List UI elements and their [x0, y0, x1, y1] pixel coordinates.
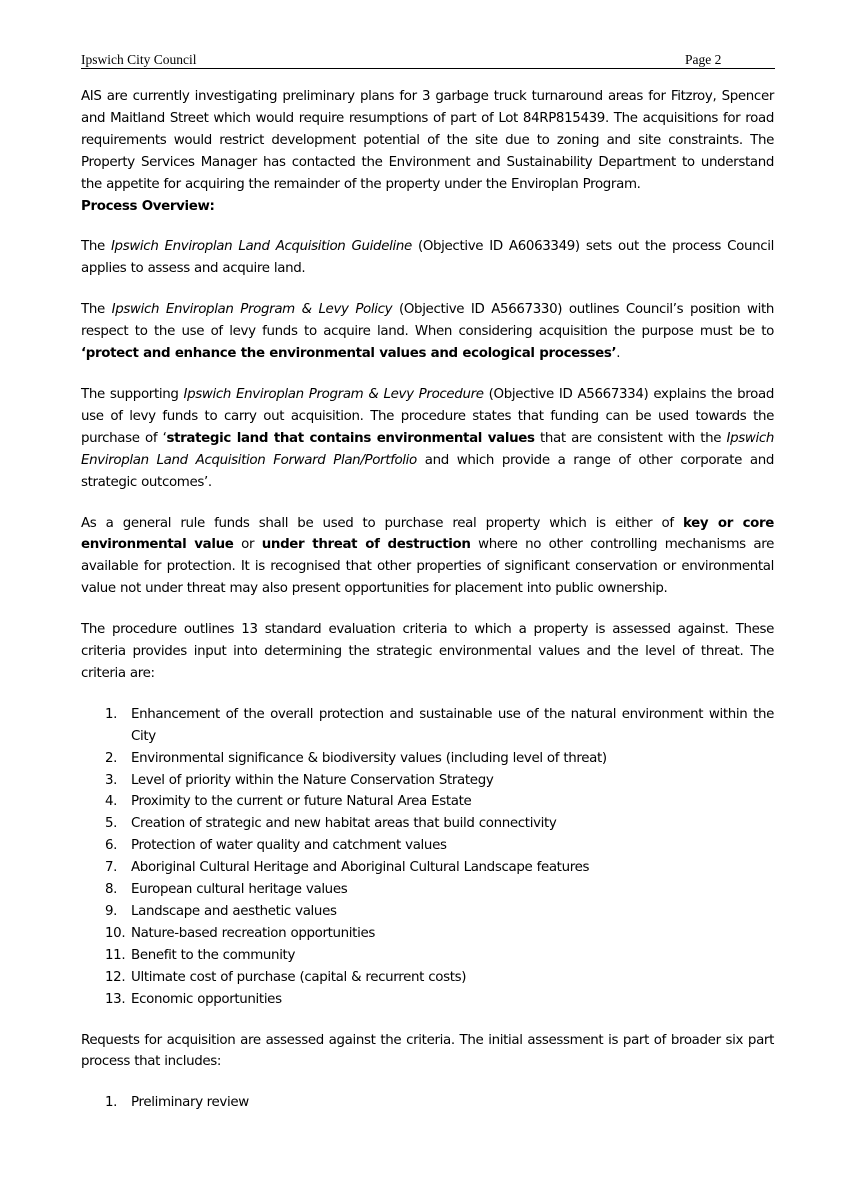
list-item-text: Protection of water quality and catchment values — [131, 838, 447, 854]
list-item — [81, 704, 774, 748]
list-item — [81, 770, 774, 792]
list-item-text: Ultimate cost of purchase (capital & recurrent costs) — [131, 969, 467, 985]
list-item — [81, 945, 774, 967]
list-item-number: 11. — [105, 947, 126, 963]
document-body — [81, 86, 774, 1114]
list-item-number: 5. — [105, 816, 118, 832]
process-list — [81, 1092, 774, 1114]
list-item-text: Proximity to the current or future Natural Area Estate — [131, 794, 472, 810]
header-organisation: Ipswich City Council — [81, 52, 197, 67]
list-item-text: Landscape and aesthetic values — [131, 904, 337, 919]
list-item — [81, 879, 774, 901]
list-item-text: Creation of strategic and new habitat areas that build connectivity — [131, 816, 557, 832]
list-item-text: Enhancement of the overall protection and sustainable use of the natural environment within the City — [131, 706, 774, 744]
list-item-number: 3. — [105, 772, 118, 788]
procedure-paragraph: The supporting Ipswich Enviroplan Program & Levy Procedure (Objective ID A5667334) explains the broad use of levy funds to carry out acquisition. The procedure states that funding can be used towards the purchase of ‘strategic land that contains environmental values that are consistent with the Ipswich Enviroplan Land Acquisition Forward Plan/Portfolio and which provide a range of other corporate and strategic outcomes’. — [81, 386, 775, 490]
list-item-number: 9. — [105, 904, 118, 919]
list-item-number: 7. — [105, 860, 118, 876]
page-header — [81, 52, 775, 69]
list-item-number: 10. — [105, 925, 126, 941]
criteria-list — [81, 704, 774, 1011]
list-item-text: Benefit to the community — [131, 947, 296, 963]
list-item — [81, 857, 774, 879]
guideline-paragraph: The Ipswich Enviroplan Land Acquisition Guideline (Objective ID A6063349) sets out the process Council applies to assess and acquire land. — [81, 239, 775, 277]
list-item-number: 12. — [105, 969, 126, 985]
list-item-text: Economic opportunities — [131, 991, 282, 1007]
list-item — [81, 989, 774, 1011]
list-item-text: Nature-based recreation opportunities — [131, 925, 375, 941]
list-item — [81, 813, 774, 835]
list-item — [81, 835, 774, 857]
list-item-text: Environmental significance & biodiversity values (including level of threat) — [131, 750, 607, 766]
list-item — [81, 967, 774, 989]
list-item-number: 2. — [105, 750, 118, 766]
list-item — [81, 1092, 774, 1114]
list-item-number: 6. — [105, 838, 118, 854]
list-item-number: 13. — [105, 991, 126, 1007]
funding-rule-paragraph: As a general rule funds shall be used to purchase real property which is either of key or core environmental value or under threat of destruction where no other controlling mechanisms are available for protection. It is recognised that other properties of significant conservation or environmental value not under threat may also present opportunities for placement into public ownership. — [81, 515, 774, 597]
list-item-text: Aboriginal Cultural Heritage and Aboriginal Cultural Landscape features — [131, 860, 590, 876]
intro-paragraph: AIS are currently investigating preliminary plans for 3 garbage truck turnaround areas for Fitzroy, Spencer and Maitland Street which would require resumptions of part of Lot 84RP815439. The acquisitions for road requirements would restrict development potential of the site due to zoning and site constraints. The Property Services Manager has contacted the Environment and Sustainability Department to understand the appetite for acquiring the remainder of the property under the Enviroplan Program. — [81, 89, 774, 192]
list-item — [81, 748, 774, 770]
list-item-text: European cultural heritage values — [131, 882, 348, 898]
list-item-text: Preliminary review — [131, 1095, 249, 1111]
list-item — [81, 901, 774, 923]
process-intro-paragraph: Requests for acquisition are assessed against the criteria. The initial assessment is part of broader six part process that includes: — [81, 1032, 774, 1070]
policy-paragraph: The Ipswich Enviroplan Program & Levy Policy (Objective ID A5667330) outlines Council’s position with respect to the use of levy funds to acquire land. When considering acquisition the purpose must be to ‘protect and enhance the environmental values and ecological processes’. — [81, 302, 774, 362]
section-heading: Process Overview: — [81, 198, 215, 214]
criteria-intro-paragraph: The procedure outlines 13 standard evaluation criteria to which a property is assessed against. These criteria provides input into determining the strategic environmental values and the level of threat. The criteria are: — [81, 622, 774, 681]
list-item-number: 4. — [105, 794, 118, 810]
list-item-text: Level of priority within the Nature Conservation Strategy — [131, 772, 494, 788]
list-item-number: 1. — [105, 706, 118, 722]
list-item-number: 1. — [105, 1095, 118, 1111]
header-page-number: Page 2 — [685, 52, 722, 67]
list-item — [81, 923, 774, 945]
list-item — [81, 791, 774, 813]
list-item-number: 8. — [105, 882, 118, 898]
